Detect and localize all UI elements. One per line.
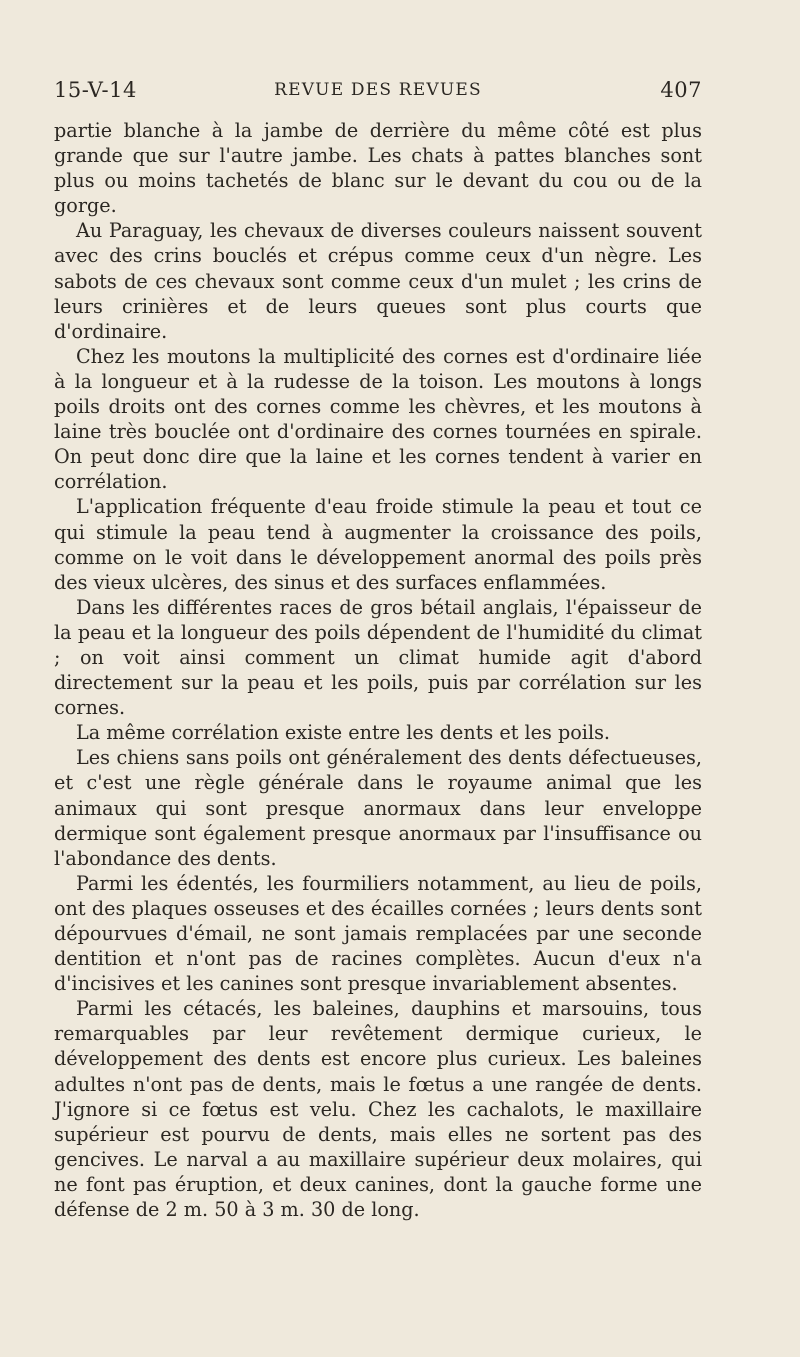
page-number: 407 [660, 78, 702, 102]
paragraph-5: Dans les différentes races de gros bétail anglais, l'épaisseur de la peau et la longueur des poils dépendent de l'humidité du climat ; on voit ainsi comment un climat humide agit d'abord directement sur la peau et les poils, puis par corrélation sur les cornes. [54, 595, 702, 720]
paragraph-3: Chez les moutons la multiplicité des cornes est d'ordinaire liée à la longueur et à la rudesse de la toison. Les moutons à longs poils droits ont des cornes comme les chèvres, et les moutons à laine très bouclée ont d'ordinaire des cornes tournées en spirale. On peut donc dire que la laine et les cornes tendent à varier en corrélation. [54, 344, 702, 494]
paragraph-7: Les chiens sans poils ont généralement des dents défectueuses, et c'est une règle générale dans le royaume animal que les animaux qui sont presque anormaux dans leur enveloppe dermique sont également presque anormaux par l'insuffisance ou l'abondance des dents. [54, 746, 702, 870]
paragraph-2: Au Paraguay, les chevaux de diverses couleurs naissent souvent avec des crins bouclés et crépus comme ceux d'un nègre. Les sabots de ces chevaux sont comme ceux d'un mulet ; les crins de leurs crinières et de leurs queues sont plus courts que d'ordinaire. [54, 219, 702, 343]
paragraph-1: partie blanche à la jambe de derrière du même côté est plus grande que sur l'autre jambe. Les chats à pattes blanches sont plus ou moins tachetés de blanc sur le devant du cou ou de la gorge. [54, 119, 702, 218]
body-text [54, 118, 702, 1222]
paragraph-9: Parmi les cétacés, les baleines, dauphins et marsouins, tous remarquables par leur revêtement dermique curieux, le développement des dents est encore plus curieux. Les baleines adultes n'ont pas de dents, mais le fœtus a une rangée de dents. J'ignore si ce fœtus est velu. Chez les cachalots, le maxillaire supérieur est pourvu de dents, mais elles ne sortent pas des gencives. Le narval a au maxillaire supérieur deux molaires, qui ne font pas éruption, et deux canines, dont la gauche forme une défense de 2 m. 50 à 3 m. 30 de long. [54, 997, 702, 1222]
paragraph-4: L'application fréquente d'eau froide stimule la peau et tout ce qui stimule la peau tend à augmenter la croissance des poils, comme on le voit dans le développement anormal des poils près des vieux ulcères, des sinus et des surfaces enflammées. [54, 495, 702, 594]
paragraph-6: La même corrélation existe entre les dents et les poils. [76, 721, 611, 745]
header-title: REVUE DES REVUES [274, 80, 482, 100]
running-head [54, 78, 702, 106]
paragraph-8: Parmi les édentés, les fourmiliers notamment, au lieu de poils, ont des plaques osseuses et des écailles cornées ; leurs dents sont dépourvues d'émail, ne sont jamais remplacées par une seconde dentition et n'ont pas de racines complètes. Aucun d'eux n'a d'incisives et les canines sont presque invariablement absentes. [54, 871, 702, 996]
header-date: 15-V-14 [54, 78, 137, 102]
